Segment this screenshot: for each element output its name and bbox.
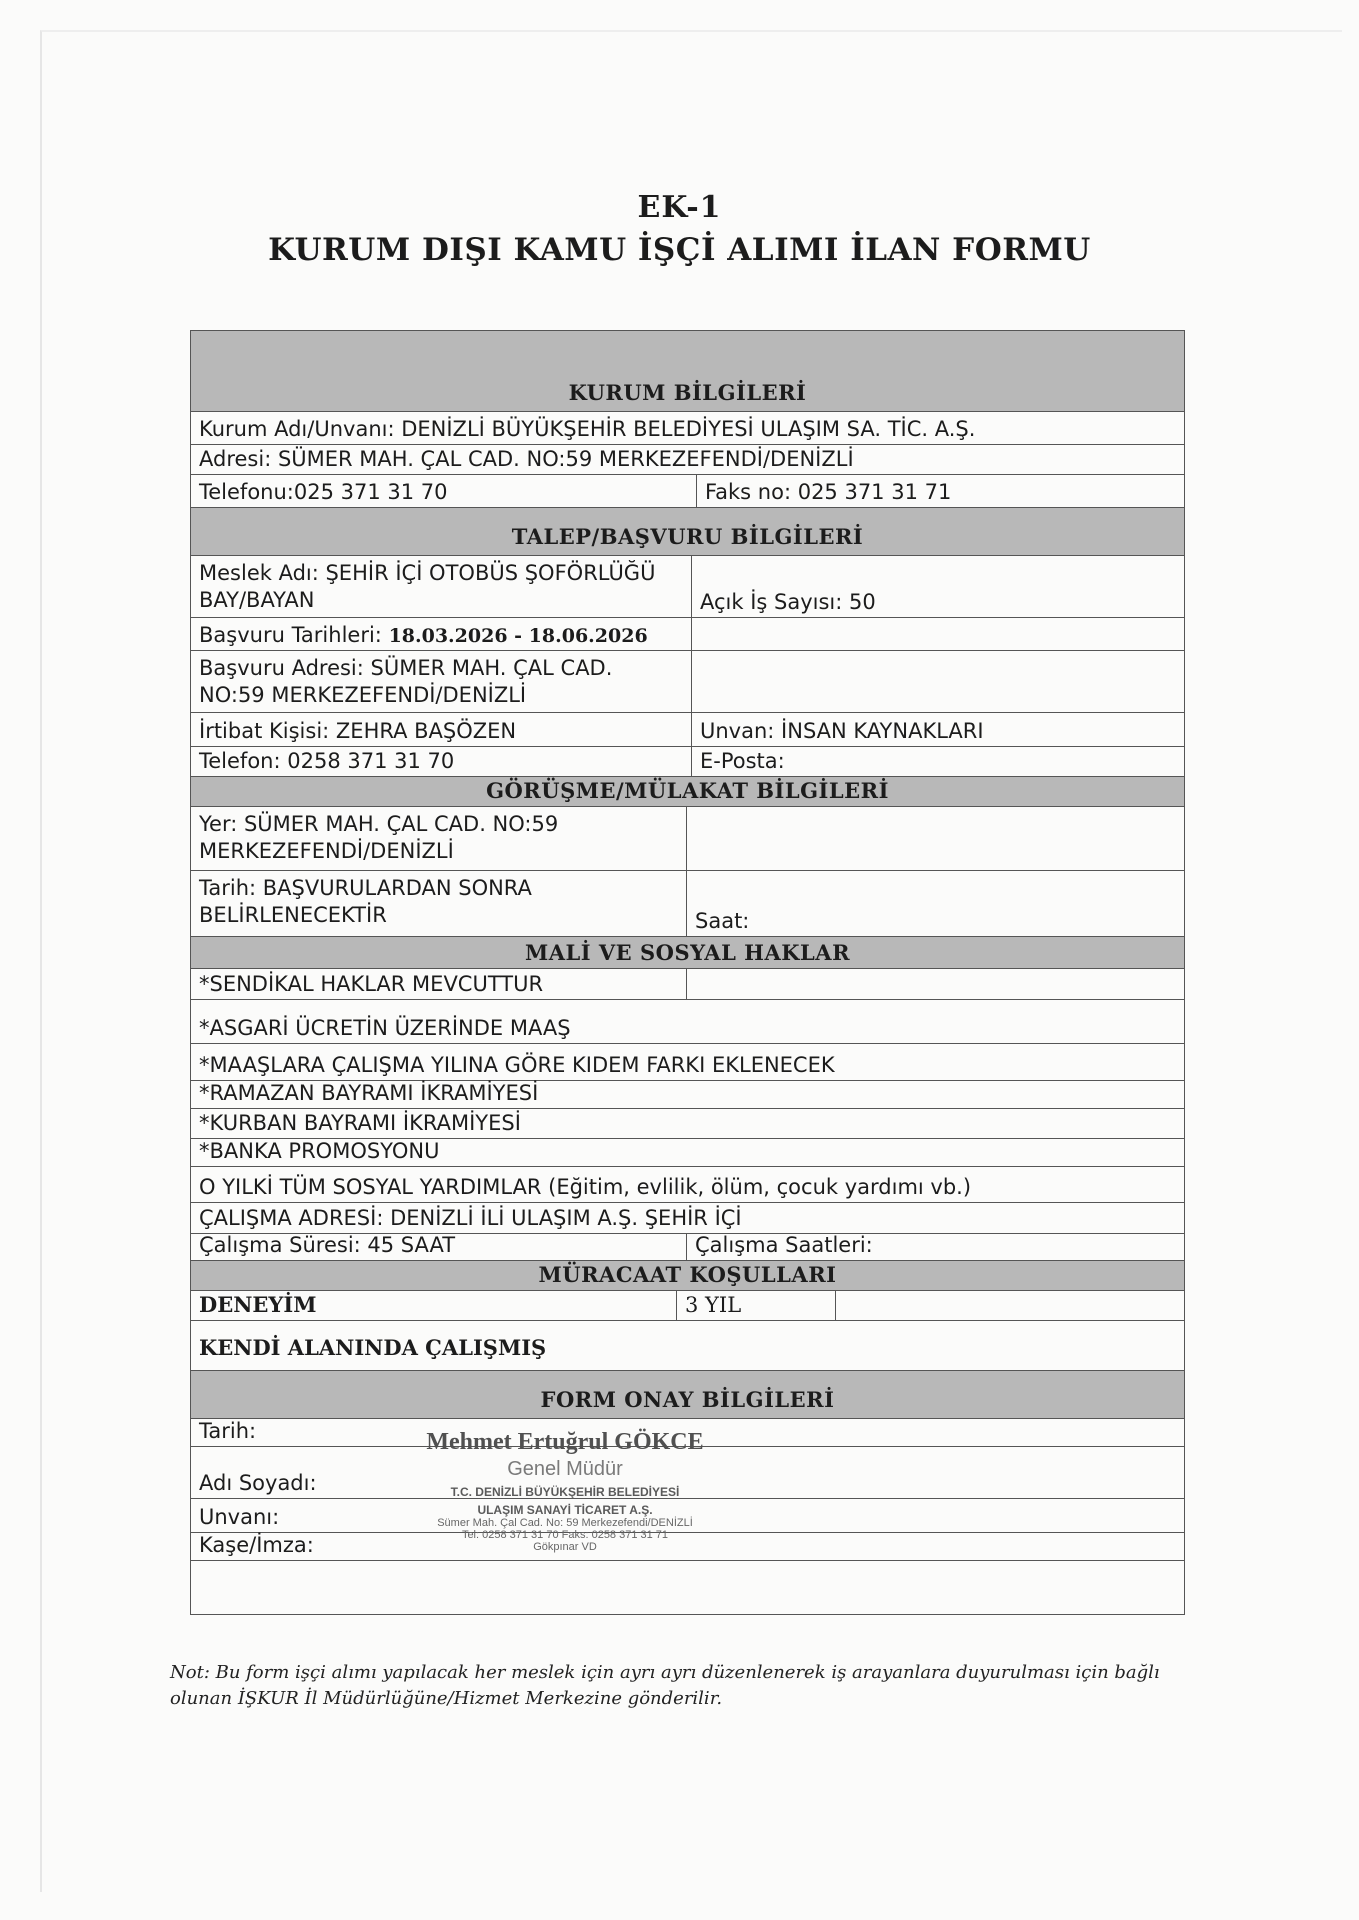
gorusme-tarih-row xyxy=(190,871,1185,937)
gorusme-yer: Yer: SÜMER MAH. ÇAL CAD. NO:59 MERKEZEFENDİ/DENİZLİ xyxy=(199,812,559,863)
basvuru-adresi-row xyxy=(190,651,1185,713)
kurum-adres: Adresi: SÜMER MAH. ÇAL CAD. NO:59 MERKEZEFENDİ/DENİZLİ xyxy=(199,447,854,471)
basvuru-telefon: Telefon: 0258 371 31 70 xyxy=(199,749,455,773)
meslek-row xyxy=(190,556,1185,618)
onay-empty-row xyxy=(190,1561,1185,1615)
deneyim-label: DENEYİM xyxy=(199,1292,317,1317)
stamp-name: Mehmet Ertuğrul GÖKCE xyxy=(426,1429,704,1455)
footer-note: Not: Bu form işçi alımı yapılacak her meslek için ayrı ayrı düzenlenerek iş arayanlara duyurulması için bağlı olunan İŞKUR İl Müdürlüğüne/Hizmet Merkezine gönderilir. xyxy=(170,1662,1160,1709)
basvuru-tarihleri-label: Başvuru Tarihleri: xyxy=(199,623,382,647)
form-code: EK-1 xyxy=(637,190,722,225)
onay-unvani: Unvanı: xyxy=(199,1505,280,1529)
calisma-saatleri: Çalışma Saatleri: xyxy=(695,1234,873,1257)
onay-tarih: Tarih: xyxy=(199,1419,257,1443)
mali-item-row xyxy=(190,1081,1185,1109)
meslek-adi: Meslek Adı: ŞEHİR İÇİ OTOBÜS ŞOFÖRLÜĞÜ BAY/BAYAN xyxy=(199,561,656,612)
deneyim-value: 3 YIL xyxy=(685,1293,742,1317)
basvuru-tarihleri-row xyxy=(190,618,1185,651)
stamp-address: Sümer Mah. Çal Cad. No: 59 Merkezefendi/DENİZLİ xyxy=(437,1517,693,1529)
kendi-alaninda: KENDİ ALANINDA ÇALIŞMIŞ xyxy=(199,1335,547,1360)
mali-item-row xyxy=(190,1203,1185,1234)
mali-item: *ASGARİ ÜCRETİN ÜZERİNDE MAAŞ xyxy=(199,1016,571,1040)
calisma-suresi: Çalışma Süresi: 45 SAAT xyxy=(199,1234,456,1257)
form-title: KURUM DIŞI KAMU İŞÇİ ALIMI İLAN FORMU xyxy=(268,232,1091,268)
mali-item-row xyxy=(190,1109,1185,1139)
stamp-tax-office: Gökpınar VD xyxy=(533,1541,597,1553)
stamp-title: Genel Müdür xyxy=(507,1458,623,1480)
deneyim-row xyxy=(190,1291,1185,1321)
mali-item: *RAMAZAN BAYRAMI İKRAMİYESİ xyxy=(199,1081,539,1105)
stamp-phone: Tel: 0258 371 31 70 Faks: 0258 371 31 71 xyxy=(461,1529,669,1541)
kurum-adi-row xyxy=(190,412,1185,445)
eposta: E-Posta: xyxy=(700,749,785,773)
kendi-alaninda-row xyxy=(190,1321,1185,1371)
stamp-org: T.C. DENİZLİ BÜYÜKŞEHİR BELEDİYESİ xyxy=(450,1485,680,1499)
mali-item: *SENDİKAL HAKLAR MEVCUTTUR xyxy=(199,972,544,996)
gorusme-tarih: Tarih: BAŞVURULARDAN SONRA BELİRLENECEKTİR xyxy=(199,876,532,927)
mali-item: *BANKA PROMOSYONU xyxy=(199,1139,440,1163)
mali-item: ÇALIŞMA ADRESİ: DENİZLİ İLİ ULAŞIM A.Ş. ŞEHİR İÇİ xyxy=(199,1206,742,1230)
irtibat-row xyxy=(190,713,1185,747)
mali-item: *KURBAN BAYRAMI İKRAMİYESİ xyxy=(199,1111,521,1135)
mali-item-row xyxy=(190,1167,1185,1203)
kurum-faks: Faks no: 025 371 31 71 xyxy=(705,480,952,504)
gorusme-saat: Saat: xyxy=(695,909,750,933)
basvuru-adresi: Başvuru Adresi: SÜMER MAH. ÇAL CAD. NO:59 MERKEZEFENDİ/DENİZLİ xyxy=(199,656,613,707)
section-header-talep: TALEP/BAŞVURU BİLGİLERİ xyxy=(190,508,1185,556)
mali-item-row xyxy=(190,1000,1185,1044)
calisma-row xyxy=(190,1234,1185,1261)
telefon-row xyxy=(190,747,1185,777)
kurum-adi: Kurum Adı/Unvanı: DENİZLİ BÜYÜKŞEHİR BELEDİYESİ ULAŞIM SA. TİC. A.Ş. xyxy=(199,417,976,441)
section-header-muracaat: MÜRACAAT KOŞULLARI xyxy=(190,1261,1185,1291)
section-header-kurum: KURUM BİLGİLERİ xyxy=(190,330,1185,412)
onay-kase-imza: Kaşe/İmza: xyxy=(199,1533,314,1557)
kurum-telefon-row xyxy=(190,475,1185,508)
mali-item-row xyxy=(190,1044,1185,1081)
kurum-telefon: Telefonu:025 371 31 70 xyxy=(199,480,448,504)
stamp-org: ULAŞIM SANAYİ TİCARET A.Ş. xyxy=(477,1503,653,1517)
mali-item-row xyxy=(190,1139,1185,1167)
mali-item: O YILKİ TÜM SOSYAL YARDIMLAR (Eğitim, evlilik, ölüm, çocuk yardımı vb.) xyxy=(199,1175,972,1199)
section-header-onay: FORM ONAY BİLGİLERİ xyxy=(190,1371,1185,1419)
company-stamp xyxy=(400,1429,730,1553)
announcement-form xyxy=(190,330,1185,1615)
mali-item-row xyxy=(190,969,1185,1000)
irtibat-kisisi: İrtibat Kişisi: ZEHRA BAŞÖZEN xyxy=(199,719,517,743)
section-header-mali: MALİ VE SOSYAL HAKLAR xyxy=(190,937,1185,969)
gorusme-yer-row xyxy=(190,807,1185,871)
basvuru-tarihleri: 18.03.2026 - 18.06.2026 xyxy=(388,625,648,647)
unvan: Unvan: İNSAN KAYNAKLARI xyxy=(700,719,984,743)
mali-item: *MAAŞLARA ÇALIŞMA YILINA GÖRE KIDEM FARKI EKLENECEK xyxy=(199,1053,835,1077)
acik-is-sayisi: Açık İş Sayısı: 50 xyxy=(700,590,876,614)
section-header-gorusme: GÖRÜŞME/MÜLAKAT BİLGİLERİ xyxy=(190,777,1185,807)
kurum-adres-row xyxy=(190,445,1185,475)
onay-block xyxy=(190,1419,1185,1615)
onay-adi-soyadi: Adı Soyadı: xyxy=(199,1471,317,1495)
